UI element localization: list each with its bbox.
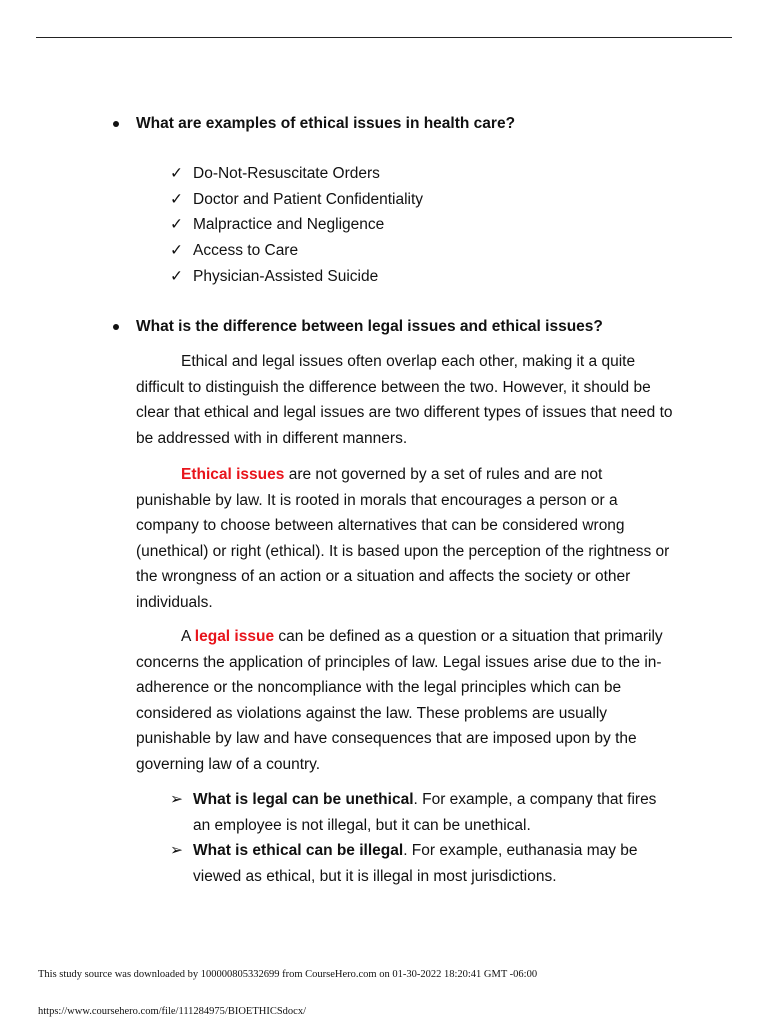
- point-text: . For example, a company that fires an employee is not illegal, but it can be unethical.: [193, 791, 657, 834]
- bullet-icon: [111, 322, 121, 332]
- paragraph-ethical-issues: [136, 462, 681, 615]
- question-legal-vs-ethical: What is the difference between legal issues and ethical issues?: [136, 318, 603, 335]
- list-item: [170, 161, 423, 187]
- list-item: [170, 787, 670, 838]
- arrow-bullet-icon: ➢: [170, 791, 183, 808]
- paragraph-legal-issue: [136, 624, 681, 777]
- list-item: [170, 264, 423, 290]
- check-icon: ✓: [170, 267, 183, 285]
- ethical-issues-list: [170, 161, 423, 289]
- list-item-text: Access to Care: [193, 242, 299, 260]
- source-url[interactable]: https://www.coursehero.com/file/111284975/BIOETHICSdocx/: [38, 1006, 307, 1017]
- ethical-issues-term: Ethical issues: [181, 466, 285, 483]
- list-item-text: Do-Not-Resuscitate Orders: [193, 165, 380, 182]
- legal-ethical-points: [170, 787, 670, 889]
- question-ethical-issues-examples: What are examples of ethical issues in health care?: [136, 115, 516, 132]
- list-item-text: Malpractice and Negligence: [193, 216, 385, 234]
- header-rule: [36, 37, 732, 38]
- list-item: [170, 238, 423, 264]
- list-item: [170, 838, 670, 889]
- check-icon: ✓: [170, 242, 183, 260]
- paragraph-overlap: [136, 349, 681, 451]
- bullet-icon: [111, 119, 121, 129]
- list-item: [170, 212, 423, 238]
- download-source-note: This study source was downloaded by 100000805332699 from CourseHero.com on 01-30-2022 18:20:41 GMT -06:00: [38, 969, 538, 980]
- paragraph-text: are not governed by a set of rules and are not punishable by law. It is rooted in morals that encourages a person or a company to choose between alternatives that can be considered wrong (unethical) or right (ethical). It is based upon the perception of the rightness or the wrongness of an action or a situation and affects the society or other individuals.: [136, 466, 670, 611]
- list-item-text: Physician-Assisted Suicide: [193, 267, 379, 285]
- paragraph-lead: A: [181, 628, 195, 645]
- paragraph-text: can be defined as a question or a situation that primarily concerns the application of principles of law. Legal issues arise due to the in-adherence or the noncompliance with the legal principles which can be considered as violations against the law. These problems are usually punishable by law and have consequences that are imposed upon by the governing law of a country.: [136, 628, 663, 773]
- point-heading: What is legal can be unethical: [193, 791, 414, 808]
- check-icon: ✓: [170, 216, 183, 234]
- check-icon: ✓: [170, 190, 183, 208]
- list-item-text: Doctor and Patient Confidentiality: [193, 190, 424, 208]
- point-heading: What is ethical can be illegal: [193, 842, 404, 859]
- point-text: . For example, euthanasia may be viewed as ethical, but it is illegal in most jurisdictions.: [193, 842, 638, 885]
- arrow-bullet-icon: ➢: [170, 842, 183, 859]
- paragraph-text: Ethical and legal issues often overlap each other, making it a quite difficult to distinguish the difference between the two. However, it should be clear that ethical and legal issues are two different types of issues that need to be addressed with in different manners.: [136, 353, 673, 447]
- legal-issue-term: legal issue: [194, 628, 275, 645]
- list-item: [170, 187, 423, 213]
- check-icon: ✓: [170, 165, 183, 182]
